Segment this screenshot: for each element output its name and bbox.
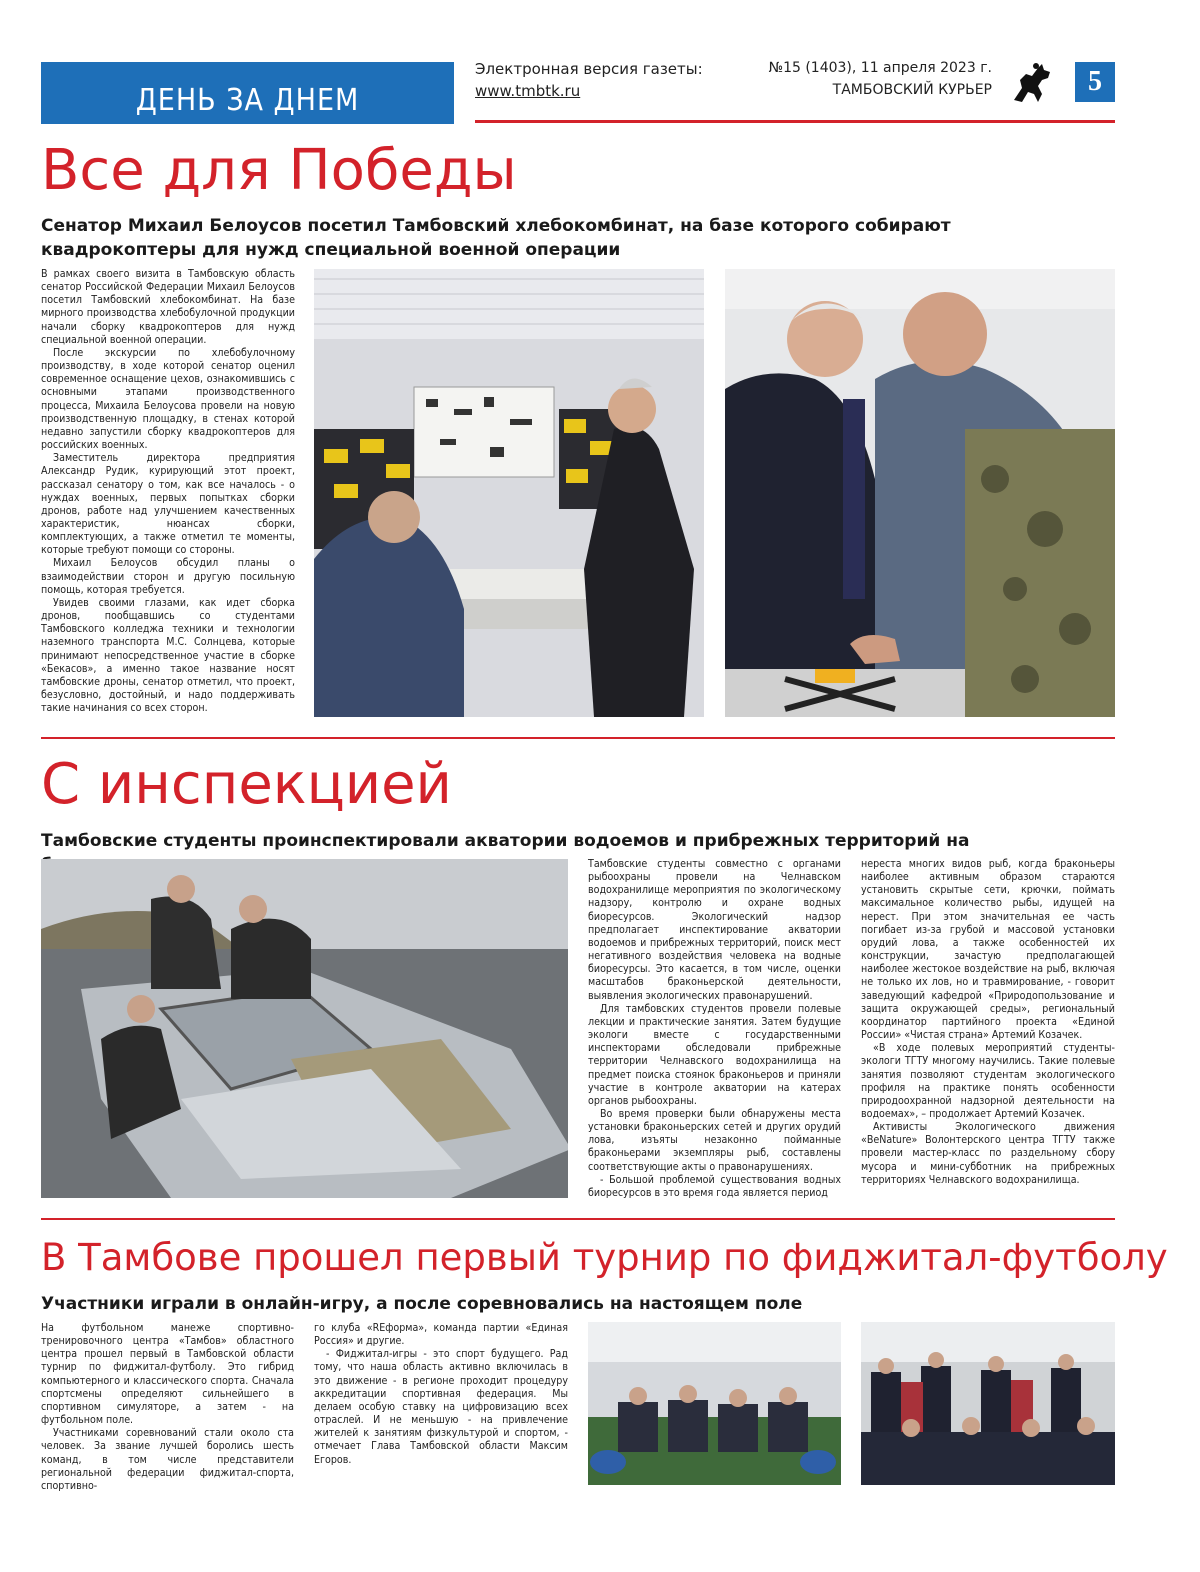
edition-link[interactable]: www.tmbtk.ru (475, 82, 581, 100)
article2-subtitle: Тамбовские студенты проинспектировали акватории водоемов и прибрежных территорий на (41, 831, 970, 851)
article2-paragraph: Активисты Экологического движения «BeNature» Волонтерского центра ТГТУ также провели мастер-класс по раздельному сбору мусора и мини-субботник на прибрежных территориях Челнавского водохранилища. (861, 1121, 1115, 1186)
issue-info: №15 (1403), 11 апреля 2023 г. (768, 60, 992, 76)
article3-paragraph: - Фиджитал-игры - это спорт будущего. Рад тому, что наша область активно включилась в это движение - в регионе проходит процедуру аккредитации спортивная федерация. Мы делаем особую ставку на цифровизацию всех отраслей. И не меньшую - на привлечение жителей к занятиям физкультурой и спортом, - отмечает Глава Тамбовской области Максим Егоров. (314, 1348, 568, 1466)
article2-paragraph: «В ходе полевых мероприятий студенты-экологи ТГТУ многому научились. Такие полевые занятия позволяют студентам экологического профиля на практике понять особенности природоохранной надзорной деятельности на водоемах», – продолжает Артемий Козачек. (861, 1042, 1115, 1120)
page-number: 5 (1075, 62, 1115, 102)
horse-rider-logo-icon (1008, 60, 1056, 106)
article2-paragraph: - Большой проблемой существования водных биоресурсов в это время года является период (588, 1173, 841, 1199)
football-team-photo-2 (861, 1322, 1115, 1485)
senator-drone-photo (725, 269, 1115, 717)
article1-body (41, 268, 295, 715)
article2-paragraph: нереста многих видов рыб, когда браконьеры наиболее активным образом стараются установить скрытые сети, крючки, поймать максимальное количество рыбы, идущей на нерест. При этом значительная ее часть погибает из-за грубой и массовой установки орудий лова, а также особенностей их конструкции, зачастую предполагающей наиболее жестокое воздействие на рыб, включая не только их лов, но и травмирование, - говорит заведующий кафедрой «Природопользование и защита окружающей среды», региональный координатор партийного проекта «Единой России» «Чистая страна» Артемий Козачек. (861, 858, 1115, 1042)
article3-title: В Тамбове прошел первый турнир по фиджитал-футболу (41, 1236, 1168, 1279)
article1-paragraph: Заместитель директора предприятия Александр Рудик, курирующий этот проект, рассказал сенатору о том, как все началось - о нуждах военных, первых попытках сборки дронов, работе над улучшением качественных характеристик, нюансах сборки, комплектующих, а также отметил те моменты, которые требуют помощи со стороны. (41, 452, 295, 557)
article3-column1 (41, 1322, 294, 1493)
article1-paragraph: Михаил Белоусов обсудил планы о взаимодействии сторон и другую посильную помощь, которая требуется. (41, 557, 295, 596)
article3-column2 (314, 1322, 568, 1467)
article3-paragraph: Участниками соревнований стали около ста человек. За звание лучшей боролись шесть команд, в том числе представители региональной федерации фиджитал-спорта, спортивно- (41, 1427, 294, 1492)
divider-2 (41, 1218, 1115, 1220)
edition-label: Электронная версия газеты: (475, 60, 703, 78)
boat-inspection-photo (41, 859, 568, 1198)
article2-column2 (861, 858, 1115, 1187)
workshop-photo (314, 269, 704, 717)
article2-paragraph: Для тамбовских студентов провели полевые лекции и практические занятия. Затем будущие экологи вместе с государственными инспекторами обследовали прибрежные территории Челнавского водохранилища на предмет поиска стоянок браконьеров и приняли участие в контроле акватории на катерах органов рыбоохраны. (588, 1002, 841, 1107)
article2-paragraph: Во время проверки были обнаружены места установки браконьерских сетей и других орудий лова, изъяты незаконно пойманные браконьерами экземпляры рыб, составлены соответствующие акты о правонарушениях. (588, 1107, 841, 1173)
football-team-photo-1 (588, 1322, 841, 1485)
article3-subtitle: Участники играли в онлайн-игру, а после соревновались на настоящем поле (41, 1294, 803, 1314)
section-title: ДЕНЬ ЗА ДНЕМ (135, 83, 360, 118)
article3-paragraph: го клуба «REформа», команда партии «Единая Россия» и другие. (314, 1322, 568, 1348)
article2-title: С инспекцией (41, 752, 452, 817)
article1-paragraph: После экскурсии по хлебобулочному производству, в ходе которой сенатор оценил современное оснащение цехов, ознакомившись с основными этапами производственного процесса, Михаила Белоусова провели на новую производственную площадку, в стенах которой недавно запустили сборку квадрокоптеров для российских военных. (41, 346, 295, 452)
article1-paragraph: Увидев своими глазами, как идет сборка дронов, пообщавшись со студентами Тамбовского колледжа техники и технологии наземного транспорта М.С. Солнцева, которые принимают непосредственное участие в сборке «Бекасов», а именно такое название носят тамбовские дроны, сенатор отметил, что проект, безусловно, достойный, и надо поддерживать такие начинания со всех сторон. (41, 596, 295, 715)
article1-paragraph: В рамках своего визита в Тамбовскую область сенатор Российской Федерации Михаил Белоусов посетил Тамбовский хлебокомбинат. На базе мирного производства хлебобулочной продукции начали сборку квадрокоптеров для нужд специальной военной операции. (41, 268, 295, 346)
article1-title: Все для Победы (41, 138, 517, 203)
article1-subtitle: Сенатор Михаил Белоусов посетил Тамбовский хлебокомбинат, на базе которого собирают квадрокоптеры для нужд специальной военной операции (41, 216, 951, 260)
paper-name: ТАМБОВСКИЙ КУРЬЕР (832, 82, 992, 98)
header-rule (475, 120, 1115, 123)
divider-1 (41, 737, 1115, 739)
article3-paragraph: На футбольном манеже спортивно-тренировочного центра «Тамбов» областного центра прошел первый в Тамбовской области турнир по фиджитал-футболу. Это гибрид компьютерного и классического спорта. Сначала спортсмены определяют сильнейшего в спортивном симуляторе, а затем - на футбольном поле. (41, 1322, 294, 1427)
section-tab (41, 62, 454, 124)
article2-paragraph: Тамбовские студенты совместно с органами рыбоохраны провели на Челнавском водохранилище мероприятия по экологическому надзору, контролю и охране водных биоресурсов. Экологический надзор предполагает инспектирование акватории водоемов и прибрежных территорий, поиск мест негативного воздействия человека на водные биоресурсы. Это касается, в том числе, оценки масштабов браконьерской деятельности, выявления экологических правонарушений. (588, 858, 841, 1002)
article2-column1 (588, 858, 841, 1200)
